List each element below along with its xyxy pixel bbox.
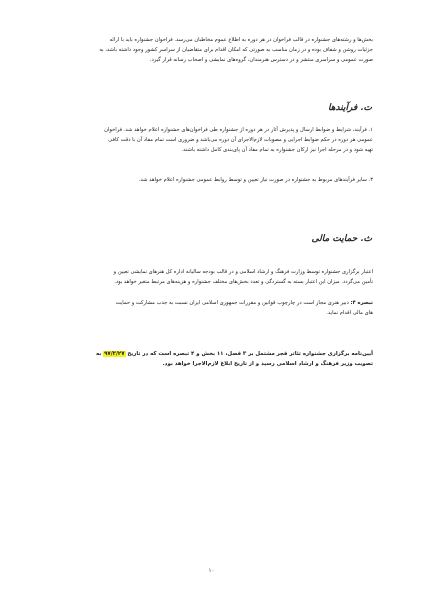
note-paragraph	[50, 298, 373, 318]
page-number: ۱۰	[208, 568, 215, 574]
final-prefix: آیین‌نامه برگزاری جشنواره تئاتر فجر مشتمل بر ۳ فصل، ۱۱ بخش و ۴ تبصره است که در تاریخ	[125, 351, 373, 357]
process-item-3	[50, 175, 373, 185]
support-paragraph	[50, 267, 373, 287]
text-line: ۳. سایر فرآیندهای مربوط به جشنواره در صورت نیاز تعیین و توسط روابط عمومی جشنواره اعلام خواهد شد.	[138, 177, 373, 183]
text-line: بخش‌ها و رشته‌های جشنواره در قالب فراخوان در هر دوره به اطلاع عموم مخاطبان می‌رسد. فراخوان جشنواره باید با ارائه	[109, 37, 373, 43]
text-line	[50, 349, 373, 359]
section-heading-process: ت. فرآیندها	[328, 103, 372, 113]
text-line: تأمین می‌گردد. میزان این اعتبار بسته به گستردگی و تعدد بخش‌های مختلف جشنواره و هزینه‌های مرتبط متغیر خواهد بود.	[114, 279, 373, 286]
text-line: تهیه شود و در مرحله اجرا نیز ارکان جشنواره به تمام مفاد آن پای‌بندی کامل داشته باشند.	[181, 147, 373, 154]
approval-date-highlight: ۹۷/۳/۲۷	[104, 351, 125, 357]
section-heading-support: ث. حمایت مالی	[311, 234, 372, 244]
final-statement	[50, 349, 373, 369]
final-suffix: به	[95, 351, 104, 357]
text-line: صورت عمومی و سراسری منتشر و در دسترس هنرمندان، گروه‌های نمایشی و اصحاب رسانه قرار گیرد.	[149, 57, 373, 64]
text-line: عمومی هر دوره در حکم ضوابط اجرایی و مصوبات لازم‌الاجرای آن دوره می‌باشد و ضروری است تمام مفاد آن با دقت کافی	[108, 137, 373, 144]
intro-paragraph	[50, 35, 373, 66]
note-label: تبصره ۴:	[350, 300, 373, 306]
text-line	[50, 298, 373, 308]
text-line: جزئیات روشن و شفاف بوده و در زمان مناسب به صورتی که امکان اقدام برای متقاضیان از سراسر کشور وجود داشته باشد، به	[99, 47, 373, 54]
text-line: تصویب وزیر فرهنگ و ارشاد اسلامی رسید و از تاریخ ابلاغ لازم‌الاجرا خواهد بود.	[162, 361, 373, 368]
note-text: دبیر هنری مجاز است در چارچوب قوانین و مقررات جمهوری اسلامی ایران نسبت به جذب مشارکت و حمایت	[115, 300, 351, 306]
text-line: ۱. فرآیند، شرایط و ضوابط ارسال و پذیرش آثار در هر دوره از جشنواره طی فراخوان‌های جشنواره اعلام خواهد شد. فراخوان	[104, 127, 373, 133]
text-line: اعتبار برگزاری جشنواره توسط وزارت فرهنگ و ارشاد اسلامی و در قالب بودجه سالیانه اداره کل هنرهای نمایشی تعیین و	[113, 269, 373, 275]
process-item-1	[50, 125, 373, 156]
text-line: های مالی اقدام نماید.	[326, 310, 373, 317]
